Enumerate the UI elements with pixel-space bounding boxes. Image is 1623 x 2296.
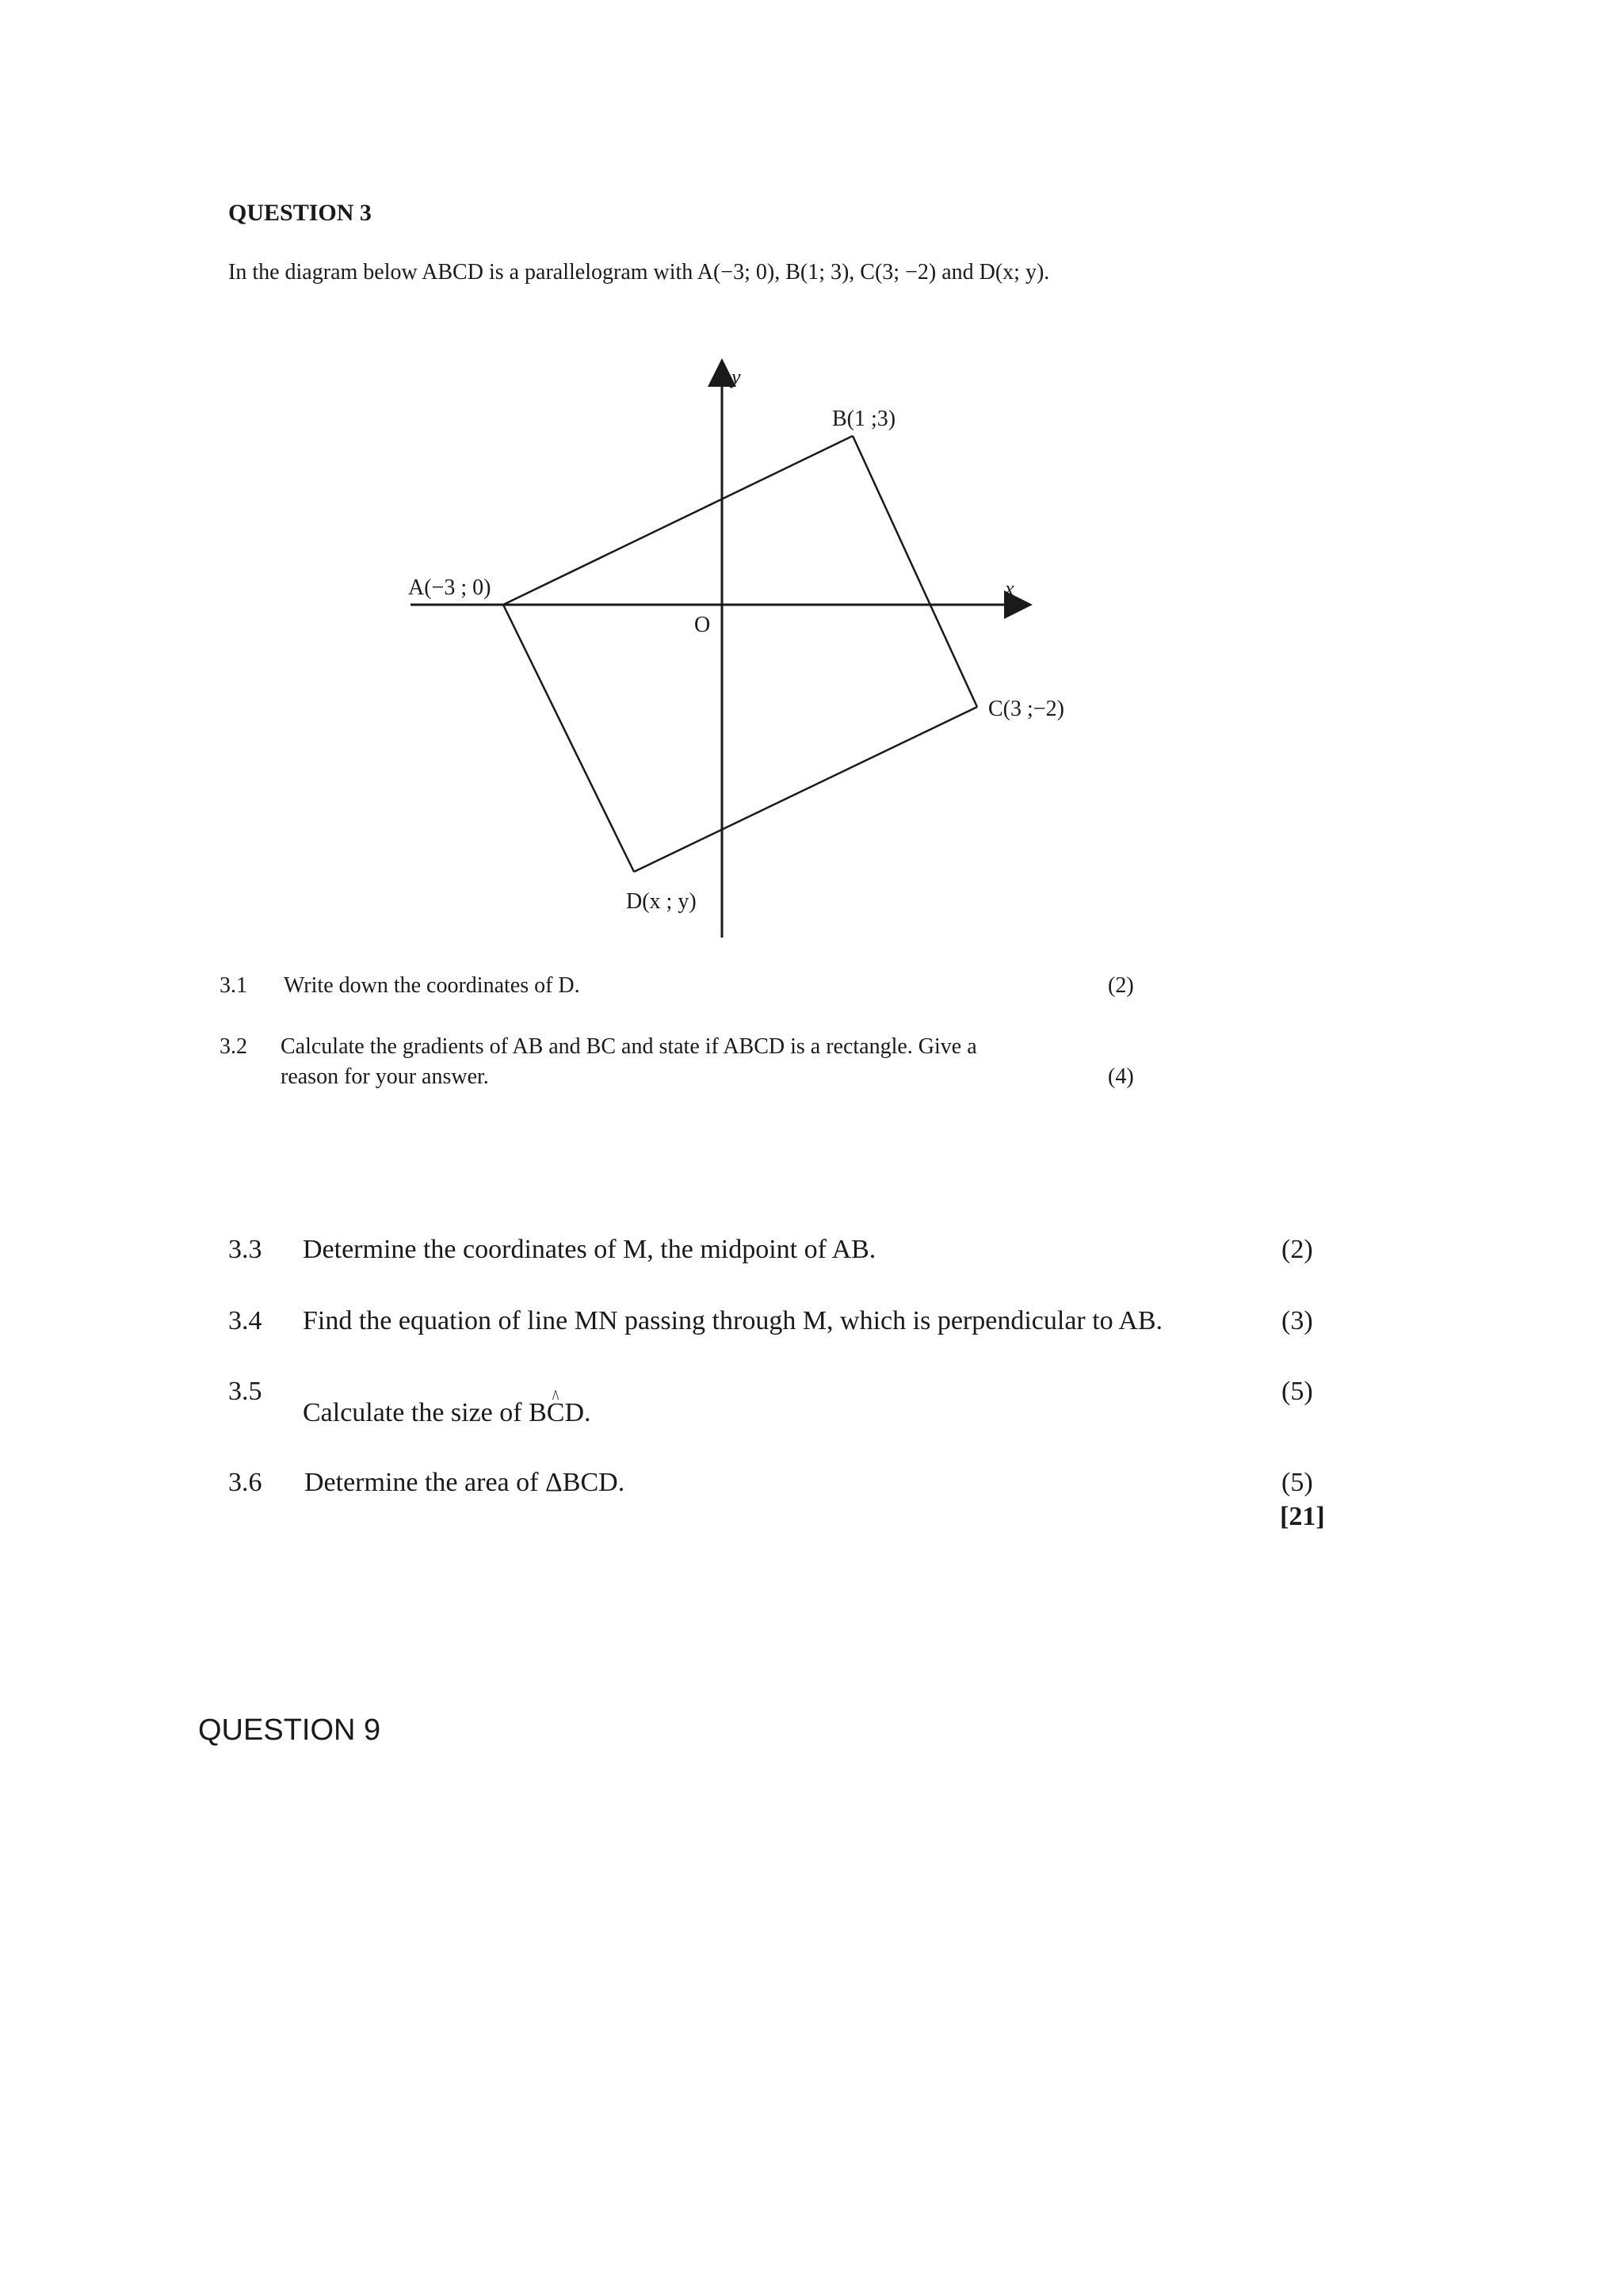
item-3-2-marks: (4) (1108, 1064, 1134, 1089)
item-3-6-text: Determine the area of ΔBCD. (304, 1468, 625, 1497)
item-3-5-text-prefix: Calculate the size of (303, 1398, 529, 1427)
parallelogram-diagram (0, 0, 1623, 951)
item-3-4-marks: (3) (1281, 1306, 1313, 1335)
angle-vertex-c: ^ C (547, 1398, 565, 1428)
side-CD (634, 707, 977, 872)
item-3-6-marks: (5) (1281, 1468, 1313, 1497)
item-3-3-text: Determine the coordinates of M, the midpoint of AB. (303, 1235, 876, 1264)
question-3-intro: In the diagram below ABCD is a parallelogram with A(−3; 0), B(1; 3), C(3; −2) and D(x; y). (228, 260, 1050, 285)
label-B: B(1 ;3) (832, 407, 896, 431)
item-3-4-text: Find the equation of line MN passing through M, which is perpendicular to AB. (303, 1306, 1163, 1335)
side-DA (503, 605, 634, 872)
side-AB (503, 436, 853, 605)
item-3-5-marks: (5) (1281, 1377, 1313, 1406)
item-3-2-number: 3.2 (220, 1034, 247, 1059)
label-D: D(x ; y) (626, 889, 697, 914)
item-3-1-number: 3.1 (220, 973, 247, 998)
item-3-5-text (303, 1398, 591, 1428)
label-origin: O (694, 613, 711, 637)
label-y-axis: y (731, 365, 741, 388)
label-A: A(−3 ; 0) (408, 575, 491, 600)
angle-b: B (529, 1398, 547, 1427)
side-BC (853, 436, 977, 707)
item-3-2-text-line2: reason for your answer. (281, 1064, 489, 1089)
question-9-title: QUESTION 9 (198, 1713, 381, 1747)
item-3-3-number: 3.3 (228, 1235, 262, 1264)
label-C: C(3 ;−2) (988, 697, 1064, 721)
item-3-6-number: 3.6 (228, 1468, 262, 1497)
item-3-5-number: 3.5 (228, 1377, 262, 1406)
question-3-title: QUESTION 3 (228, 200, 372, 226)
item-3-3-marks: (2) (1281, 1235, 1313, 1264)
item-3-1-marks: (2) (1108, 973, 1134, 998)
item-3-4-number: 3.4 (228, 1306, 262, 1335)
label-x-axis: x (1005, 577, 1014, 600)
item-3-2-text-line1: Calculate the gradients of AB and BC and state if ABCD is a rectangle. Give a (281, 1034, 977, 1059)
item-3-1-text: Write down the coordinates of D. (284, 973, 580, 998)
angle-d: D. (564, 1398, 591, 1427)
question-3-total: [21] (1280, 1502, 1325, 1531)
